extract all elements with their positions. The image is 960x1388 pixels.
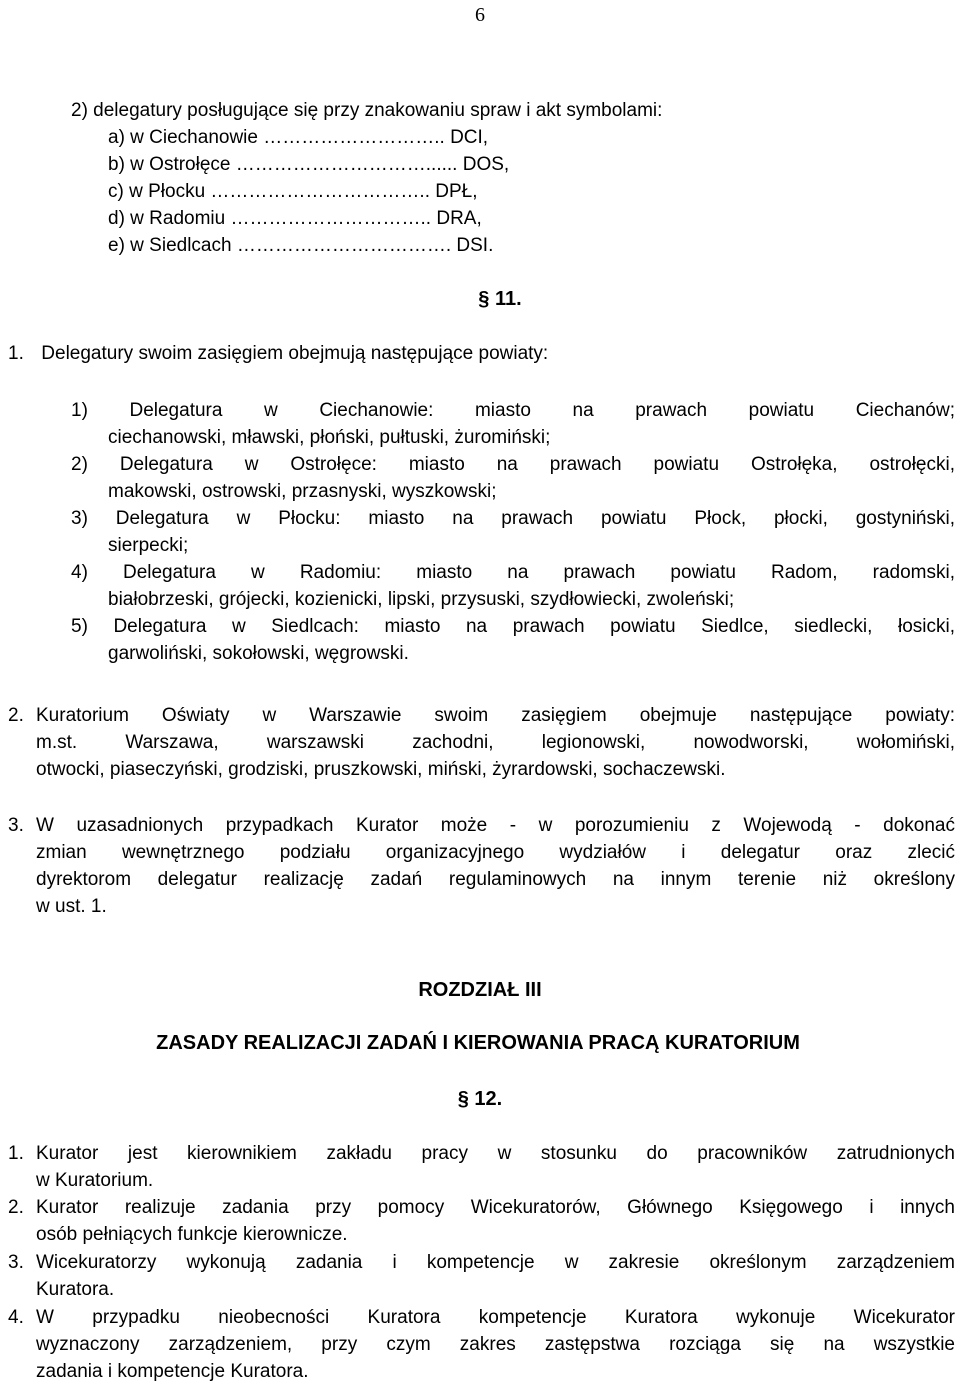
paragraph-line: dyrektorom delegatur realizację zadań regulaminowych na innym terenie niż określony <box>36 869 955 890</box>
powiat-5-line-1: 5) Delegatura w Siedlcach: miasto na prawach powiatu Siedlce, siedlecki, łosicki, <box>71 616 955 637</box>
symbol-label: d) w Radomiu <box>108 208 226 229</box>
powiat-4-line-1: 4) Delegatura w Radomiu: miasto na prawach powiatu Radom, radomski, <box>71 562 955 583</box>
powiat-2-line-1: 2) Delegatura w Ostrołęce: miasto na prawach powiatu Ostrołęka, ostrołęcki, <box>71 454 955 475</box>
section-11-paragraph-3 <box>8 812 955 920</box>
paragraph-line: zmian wewnętrznego podziału organizacyjnego wydziałów i delegatur oraz zlecić <box>36 842 955 863</box>
symbol-item-d <box>108 205 482 232</box>
symbol-label: e) w Siedlcach <box>108 235 232 256</box>
paragraph-line: Kurator jest kierownikiem zakładu pracy w stosunku do pracowników zatrudnionych <box>36 1143 955 1164</box>
paragraph-line: w Kuratorium. <box>36 1170 154 1191</box>
symbol-code: DOS, <box>462 154 510 175</box>
paragraph-line: otwocki, piaseczyński, grodziski, pruszkowski, miński, żyrardowski, sochaczewski. <box>36 759 726 780</box>
symbol-item-e <box>108 232 493 259</box>
chapter-subtitle: ZASADY REALIZACJI ZADAŃ I KIEROWANIA PRACĄ KURATORIUM <box>156 1032 800 1054</box>
page-number: 6 <box>475 4 485 26</box>
paragraph-number: 3. <box>8 815 24 836</box>
section-12-item-3 <box>8 1249 955 1303</box>
paragraph-number: 1. <box>8 1143 24 1164</box>
powiat-2-line-2: makowski, ostrowski, przasnyski, wyszkowski; <box>108 481 497 502</box>
section-12-item-1 <box>8 1140 955 1194</box>
powiat-5-line-2: garwoliński, sokołowski, węgrowski. <box>108 643 409 664</box>
powiat-3-line-1: 3) Delegatura w Płocku: miasto na prawach powiatu Płock, płocki, gostyniński, <box>71 508 955 529</box>
powiaty-list <box>71 397 955 667</box>
section-12-item-2 <box>8 1194 955 1248</box>
symbol-code: DSI. <box>456 235 494 256</box>
symbol-code: DPŁ, <box>435 181 478 202</box>
paragraph-line: Kuratorium Oświaty w Warszawie swoim zasięgiem obejmuje następujące powiaty: <box>36 705 955 726</box>
paragraph-line: osób pełniących funkcje kierownicze. <box>36 1224 348 1245</box>
symbol-leader: …………………………...... <box>235 154 458 175</box>
symbol-label: b) w Ostrołęce <box>108 154 231 175</box>
section-11-paragraph-2 <box>8 702 955 783</box>
powiat-1-line-1: 1) Delegatura w Ciechanowie: miasto na prawach powiatu Ciechanów; <box>71 400 955 421</box>
paragraph-line: Kurator realizuje zadania przy pomocy Wicekuratorów, Głównego Księgowego i innych <box>36 1197 955 1218</box>
paragraph-line: Wicekuratorzy wykonują zadania i kompetencje w zakresie określonym zarządzeniem <box>36 1252 955 1273</box>
paragraph-line: W przypadku nieobecności Kuratora kompetencje Kuratora wykonuje Wicekurator <box>36 1307 955 1328</box>
symbol-item-b <box>108 151 509 178</box>
paragraph-line: W uzasadnionych przypadkach Kurator może - w porozumieniu z Wojewodą - dokonać <box>36 815 955 836</box>
section-11-paragraph-1 <box>8 340 548 367</box>
paragraph-number: 1. <box>8 343 24 364</box>
symbol-leader: ……………………………. <box>236 235 457 256</box>
powiat-4-line-2: białobrzeski, grójecki, kozienicki, lipski, przysuski, szydłowiecki, zwoleński; <box>108 589 735 610</box>
symbol-code: DRA, <box>436 208 482 229</box>
paragraph-line: m.st. Warszawa, warszawski zachodni, legionowski, nowodworski, wołomiński, <box>36 732 955 753</box>
paragraph-text: Delegatury swoim zasięgiem obejmują następujące powiaty: <box>41 343 549 364</box>
section-12-item-4 <box>8 1304 955 1385</box>
paragraph-number: 4. <box>8 1307 24 1328</box>
symbol-label: c) w Płocku <box>108 181 206 202</box>
powiat-3-line-2: sierpecki; <box>108 535 189 556</box>
symbol-leader: ………………………….. <box>230 208 437 229</box>
section-12-heading: § 12. <box>457 1088 503 1110</box>
chapter-title: ROZDZIAŁ III <box>418 979 542 1001</box>
paragraph-number: 2. <box>8 705 24 726</box>
powiat-1-line-2: ciechanowski, mławski, płoński, pułtuski, żuromiński; <box>108 427 551 448</box>
paragraph-line: wyznaczony zarządzeniem, przy czym zakres zastępstwa rozciąga się na wszystkie <box>36 1334 955 1355</box>
paragraph-number: 2. <box>8 1197 24 1218</box>
symbol-leader: …………………………….. <box>210 181 436 202</box>
paragraph-number: 3. <box>8 1252 24 1273</box>
paragraph-line: zadania i kompetencje Kuratora. <box>36 1361 309 1382</box>
symbol-leader: ……………………….. DCI, <box>263 127 489 148</box>
section-11-heading: § 11. <box>478 288 522 310</box>
symbols-intro: 2) delegatury posługujące się przy znakowaniu spraw i akt symbolami: <box>71 100 663 121</box>
paragraph-line: Kuratora. <box>36 1279 115 1300</box>
symbol-item-a <box>108 124 488 151</box>
paragraph-line: w ust. 1. <box>36 896 107 917</box>
symbol-label: a) w Ciechanowie <box>108 127 258 148</box>
symbol-item-c <box>108 178 478 205</box>
